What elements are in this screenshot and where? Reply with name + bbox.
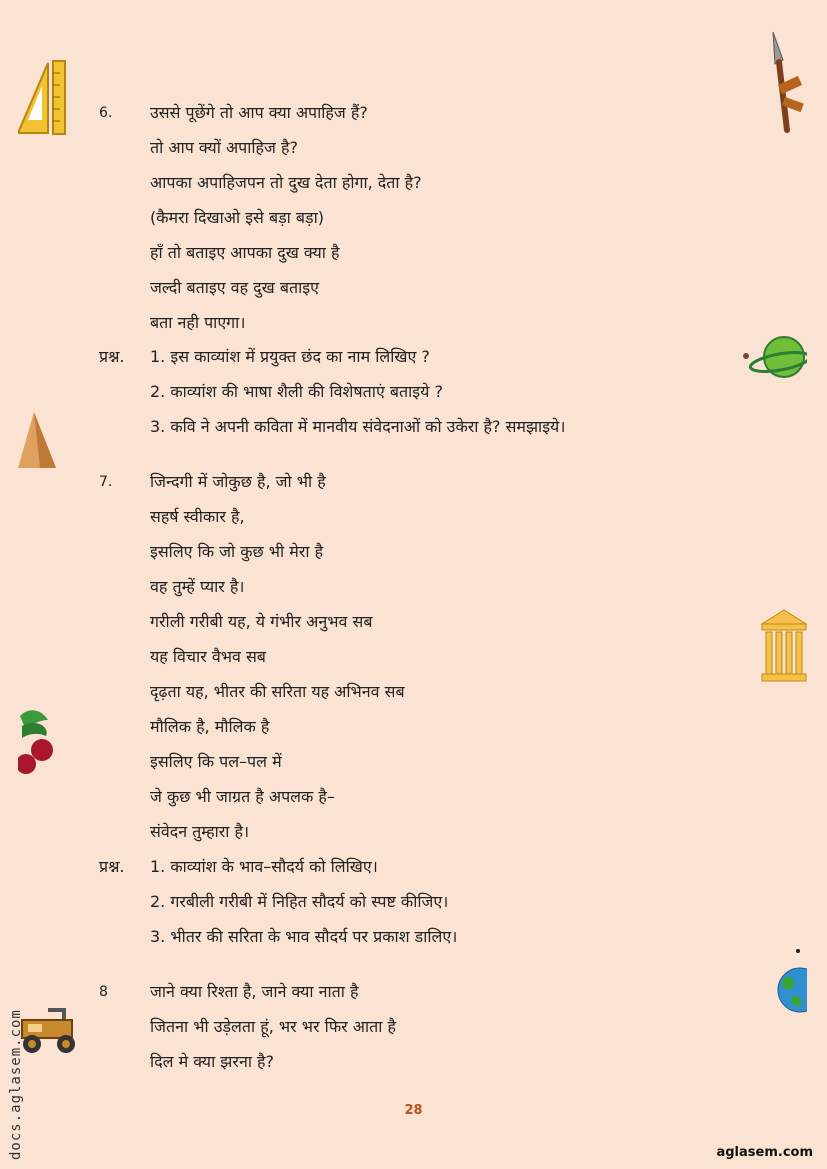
temple-pillar-icon (760, 608, 807, 683)
question-number: 6. (99, 105, 113, 121)
poem-line: जिन्दगी में जोकुछ है, जो भी है (150, 472, 326, 491)
poem-line: आपका अपाहिजपन तो दुख देता होगा, देता है? (150, 173, 422, 192)
poem-line: दिल मे क्या झरना है? (150, 1052, 275, 1071)
poem-line: यह विचार वैभव सब (150, 647, 266, 666)
poem-line: मौलिक है, मौलिक है (150, 717, 270, 736)
sub-question: 3. कवि ने अपनी कविता में मानवीय संवेदनाओं को उकेरा है? समझाइये। (150, 417, 566, 436)
poem-line: हाँ तो बताइए आपका दुख क्या है (150, 243, 340, 262)
poem-line: इसलिए कि जो कुछ भी मेरा है (150, 542, 324, 561)
page-number: 28 (404, 1103, 423, 1118)
sub-question: 1. इस काव्यांश में प्रयुक्त छंद का नाम लिखिए ? (150, 347, 430, 366)
watermark: docs.aglasem.com (8, 1009, 24, 1160)
planet-icon (740, 332, 807, 382)
poem-line: वह तुम्हें प्यार है। (150, 577, 245, 596)
poem-line: तो आप क्यों अपाहिज है? (150, 138, 298, 157)
poem-line: जाने क्या रिश्ता है, जाने क्या नाता है (150, 982, 359, 1001)
spear-icon (765, 30, 810, 135)
ruler-triangle-icon (18, 58, 68, 136)
globe-icon (774, 948, 807, 1020)
question-number: 8 (99, 984, 108, 1000)
sub-question: 2. काव्यांश की भाषा शैली की विशेषताएं बताइये ? (150, 382, 443, 401)
poem-line: उससे पूछेंगे तो आप क्या अपाहिज हैं? (150, 103, 368, 122)
prashn-label: प्रश्न. (99, 347, 125, 366)
poem-line: जितना भी उड़ेलता हूं, भर भर फिर आता है (150, 1017, 396, 1036)
prashn-label: प्रश्न. (99, 857, 125, 876)
poem-line: गरीली गरीबी यह, ये गंभीर अनुभव सब (150, 612, 373, 631)
poem-line: इसलिए कि पल–पल में (150, 752, 282, 771)
poem-line: जे कुछ भी जाग्रत है अपलक है– (150, 787, 335, 806)
poem-line: जल्दी बताइए वह दुख बताइए (150, 278, 319, 297)
poem-line: (कैमरा दिखाओ इसे बड़ा बड़ा) (150, 208, 324, 227)
sub-question: 3. भीतर की सरिता के भाव सौदर्य पर प्रकाश डालिए। (150, 927, 458, 946)
pyramid-icon (18, 410, 58, 470)
poem-line: दृढ़ता यह, भीतर की सरिता यह अभिनव सब (150, 682, 405, 701)
sub-question: 2. गरबीली गरीबी में निहित सौदर्य को स्पष्ट कीजिए। (150, 892, 449, 911)
poem-line: बता नही पाएगा। (150, 313, 246, 332)
footer-site-link[interactable]: aglasem.com (716, 1145, 813, 1160)
question-number: 7. (99, 474, 113, 490)
poem-line: सहर्ष स्वीकार है, (150, 507, 245, 526)
fruit-icon (18, 706, 58, 778)
sub-question: 1. काव्यांश के भाव–सौदर्य को लिखिए। (150, 857, 378, 876)
poem-line: संवेदन तुम्हारा है। (150, 822, 250, 841)
vintage-car-icon (18, 1000, 82, 1058)
